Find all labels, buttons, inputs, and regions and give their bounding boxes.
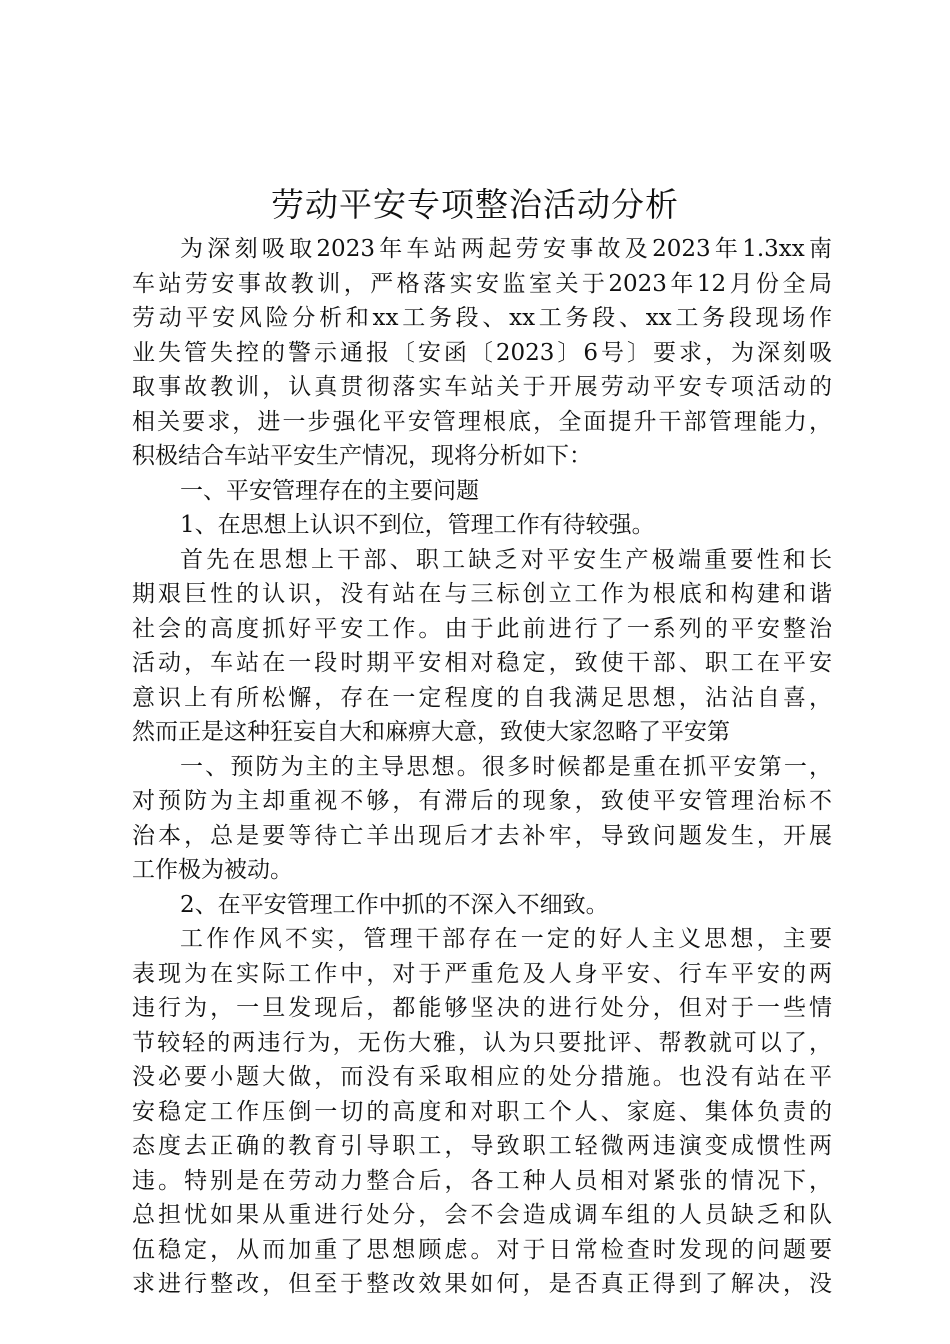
text-line: 求进行整改，但至于整改效果如何，是否真正得到了解决，没	[132, 1271, 832, 1297]
text-line: 安稳定工作压倒一切的高度和对职工个人、家庭、集体负责的	[132, 1098, 832, 1125]
text-line: 2、在平安管理工作中抓的不深入不细致。	[180, 891, 609, 918]
text-line: 期艰巨性的认识，没有站在与三标创立工作为根底和构建和谐	[132, 581, 832, 607]
text-line: 首先在思想上干部、职工缺乏对平安生产极端重要性和长	[180, 546, 832, 573]
text-line: 违。特别是在劳动力整合后，各工种人员相对紧张的情况下，	[132, 1167, 832, 1194]
document-title: 劳动平安专项整治活动分析	[271, 185, 679, 224]
text-line: 业失管失控的警示通报〔安函〔2023〕6号〕要求，为深刻吸	[132, 339, 832, 366]
text-line: 劳动平安风险分析和xx工务段、xx工务段、xx工务段现场作	[132, 305, 832, 331]
text-line: 没必要小题大做，而没有采取相应的处分措施。也没有站在平	[132, 1064, 832, 1090]
text-line: 总担忧如果从重进行处分，会不会造成调车组的人员缺乏和队	[132, 1202, 832, 1228]
text-line: 积极结合车站平安生产情况，现将分析如下：	[132, 443, 592, 469]
text-line: 活动，车站在一段时期平安相对稳定，致使干部、职工在平安	[132, 650, 832, 676]
document-body	[132, 232, 832, 1302]
text-line: 违行为，一旦发现后，都能够坚决的进行处分，但对于一些情	[132, 995, 832, 1021]
text-line: 为深刻吸取2023年车站两起劳安事故及2023年1.3xx南	[180, 236, 832, 262]
text-line: 车站劳安事故教训，严格落实安监室关于2023年12月份全局	[132, 270, 832, 297]
text-line: 表现为在实际工作中，对于严重危及人身平安、行车平安的两	[132, 960, 832, 987]
text-line: 相关要求，进一步强化平安管理根底，全面提升干部管理能力，	[132, 408, 832, 435]
text-line: 然而正是这种狂妄自大和麻痹大意，致使大家忽略了平安第	[132, 719, 730, 745]
text-line: 治本，总是要等待亡羊出现后才去补牢，导致问题发生，开展	[132, 822, 832, 849]
text-line: 取事故教训，认真贯彻落实车站关于开展劳动平安专项活动的	[132, 374, 832, 400]
text-line: 对预防为主却重视不够，有滞后的现象，致使平安管理治标不	[132, 788, 832, 814]
text-line: 社会的高度抓好平安工作。由于此前进行了一系列的平安整治	[132, 615, 832, 642]
text-line: 态度去正确的教育引导职工，导致职工轻微两违演变成惯性两	[132, 1133, 832, 1159]
text-line: 一、平安管理存在的主要问题	[180, 477, 479, 504]
text-line: 意识上有所松懈，存在一定程度的自我满足思想，沾沾自喜，	[132, 684, 832, 711]
text-line: 1、在思想上认识不到位，管理工作有待较强。	[180, 512, 655, 538]
text-line: 伍稳定，从而加重了思想顾虑。对于日常检查时发现的问题要	[132, 1236, 832, 1263]
text-line: 节较轻的两违行为，无伤大雅，认为只要批评、帮教就可以了，	[132, 1029, 832, 1056]
text-line: 工作极为被动。	[132, 857, 293, 883]
text-line: 一、预防为主的主导思想。很多时候都是重在抓平安第一，	[180, 753, 832, 780]
text-line: 工作作风不实，管理干部存在一定的好人主义思想，主要	[180, 926, 832, 952]
